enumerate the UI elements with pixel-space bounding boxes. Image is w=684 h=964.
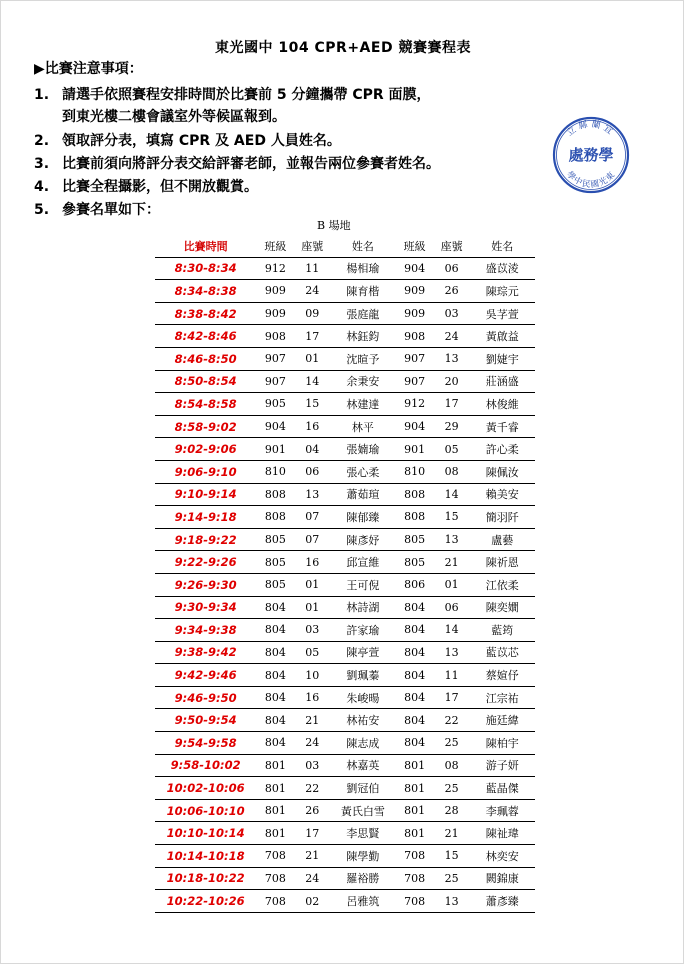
header-name-2: 姓名 — [470, 235, 535, 257]
note-number: 1. — [34, 87, 50, 103]
cell-name-1: 林鈺鈞 — [330, 325, 395, 348]
cell-class-2: 804 — [396, 686, 434, 709]
header-class-1: 班級 — [256, 235, 294, 257]
cell-seat-2: 05 — [434, 438, 470, 461]
cell-name-2: 李珮蓉 — [470, 799, 535, 822]
table-row — [155, 867, 535, 890]
cell-match-time: 10:10-10:14 — [155, 822, 256, 845]
cell-seat-1: 06 — [294, 460, 330, 483]
cell-class-1: 804 — [256, 596, 294, 619]
cell-seat-2: 14 — [434, 483, 470, 506]
table-row — [155, 551, 535, 574]
cell-class-2: 801 — [396, 777, 434, 800]
cell-class-2: 908 — [396, 325, 434, 348]
cell-name-1: 劉珮蓁 — [330, 664, 395, 687]
cell-name-1: 陳志成 — [330, 732, 395, 755]
cell-seat-2: 25 — [434, 777, 470, 800]
cell-seat-1: 17 — [294, 822, 330, 845]
cell-name-2: 江依柔 — [470, 573, 535, 596]
cell-class-1: 804 — [256, 641, 294, 664]
cell-match-time: 9:26-9:30 — [155, 573, 256, 596]
cell-match-time: 8:38-8:42 — [155, 302, 256, 325]
note-item-4 — [34, 176, 258, 196]
schedule-table — [155, 235, 535, 913]
cell-class-1: 801 — [256, 822, 294, 845]
cell-seat-2: 25 — [434, 867, 470, 890]
table-row — [155, 777, 535, 800]
cell-seat-1: 15 — [294, 393, 330, 416]
note-item-2 — [34, 130, 341, 150]
note-number: 2. — [34, 133, 50, 149]
table-row — [155, 732, 535, 755]
cell-name-2: 蔡媗伃 — [470, 664, 535, 687]
cell-seat-1: 16 — [294, 686, 330, 709]
cell-match-time: 9:38-9:42 — [155, 641, 256, 664]
cell-class-1: 801 — [256, 799, 294, 822]
cell-name-1: 陳學勤 — [330, 845, 395, 868]
note-item-1-continuation: 到東光樓二樓會議室外等候區報到。 — [62, 109, 286, 125]
cell-seat-2: 15 — [434, 845, 470, 868]
cell-seat-2: 22 — [434, 709, 470, 732]
cell-match-time: 10:06-10:10 — [155, 799, 256, 822]
cell-name-2: 簡羽阡 — [470, 506, 535, 529]
note-item-5 — [34, 199, 160, 219]
cell-class-2: 909 — [396, 280, 434, 303]
cell-class-2: 808 — [396, 483, 434, 506]
cell-class-1: 808 — [256, 483, 294, 506]
cell-seat-2: 06 — [434, 596, 470, 619]
table-row — [155, 325, 535, 348]
cell-class-1: 805 — [256, 551, 294, 574]
cell-class-1: 805 — [256, 573, 294, 596]
school-seal-stamp — [551, 115, 631, 195]
cell-seat-2: 06 — [434, 257, 470, 280]
table-row — [155, 890, 535, 913]
cell-name-1: 黃氏白雪 — [330, 799, 395, 822]
cell-name-1: 林平 — [330, 415, 395, 438]
cell-seat-2: 08 — [434, 754, 470, 777]
cell-class-1: 708 — [256, 845, 294, 868]
cell-seat-2: 25 — [434, 732, 470, 755]
document-title: 東光國中 104 CPR+AED 競賽賽程表 — [215, 40, 471, 56]
cell-name-1: 張婻瑜 — [330, 438, 395, 461]
cell-name-2: 林奕安 — [470, 845, 535, 868]
cell-seat-2: 01 — [434, 573, 470, 596]
cell-seat-2: 28 — [434, 799, 470, 822]
cell-class-1: 804 — [256, 709, 294, 732]
cell-name-2: 施廷緯 — [470, 709, 535, 732]
cell-match-time: 9:14-9:18 — [155, 506, 256, 529]
cell-class-1: 805 — [256, 528, 294, 551]
cell-seat-2: 29 — [434, 415, 470, 438]
table-row — [155, 686, 535, 709]
cell-match-time: 8:50-8:54 — [155, 370, 256, 393]
cell-seat-1: 05 — [294, 641, 330, 664]
cell-seat-2: 26 — [434, 280, 470, 303]
cell-seat-1: 11 — [294, 257, 330, 280]
cell-seat-2: 08 — [434, 460, 470, 483]
cell-seat-2: 24 — [434, 325, 470, 348]
table-row — [155, 528, 535, 551]
cell-match-time: 9:06-9:10 — [155, 460, 256, 483]
cell-class-2: 907 — [396, 370, 434, 393]
cell-seat-2: 17 — [434, 686, 470, 709]
cell-name-2: 藍晶傑 — [470, 777, 535, 800]
cell-class-1: 708 — [256, 867, 294, 890]
cell-name-2: 闕錦康 — [470, 867, 535, 890]
cell-class-1: 909 — [256, 280, 294, 303]
cell-name-1: 陳郁臻 — [330, 506, 395, 529]
cell-name-1: 林嘉英 — [330, 754, 395, 777]
cell-match-time: 9:46-9:50 — [155, 686, 256, 709]
cell-match-time: 9:34-9:38 — [155, 619, 256, 642]
cell-class-1: 804 — [256, 619, 294, 642]
cell-class-2: 806 — [396, 573, 434, 596]
cell-match-time: 9:02-9:06 — [155, 438, 256, 461]
cell-name-1: 沈暄予 — [330, 347, 395, 370]
cell-class-2: 909 — [396, 302, 434, 325]
cell-class-1: 804 — [256, 664, 294, 687]
table-row — [155, 257, 535, 280]
cell-seat-1: 24 — [294, 732, 330, 755]
note-text: 比賽全程攝影，但不開放觀賞。 — [62, 179, 258, 195]
cell-name-2: 林俊維 — [470, 393, 535, 416]
table-row — [155, 709, 535, 732]
cell-class-2: 804 — [396, 709, 434, 732]
cell-seat-2: 17 — [434, 393, 470, 416]
cell-name-2: 陳祈恩 — [470, 551, 535, 574]
cell-name-2: 陳祉瑋 — [470, 822, 535, 845]
cell-class-1: 905 — [256, 393, 294, 416]
cell-class-2: 801 — [396, 799, 434, 822]
cell-seat-1: 07 — [294, 506, 330, 529]
cell-name-1: 邱宣維 — [330, 551, 395, 574]
cell-name-2: 陳琮元 — [470, 280, 535, 303]
note-text: 參賽名單如下： — [62, 202, 160, 218]
cell-seat-1: 16 — [294, 551, 330, 574]
cell-class-2: 810 — [396, 460, 434, 483]
cell-seat-1: 21 — [294, 709, 330, 732]
cell-class-1: 810 — [256, 460, 294, 483]
cell-class-1: 801 — [256, 754, 294, 777]
cell-seat-2: 13 — [434, 347, 470, 370]
stamp-bottom-text: 學中民國光東 — [564, 169, 618, 191]
cell-name-2: 盧藝 — [470, 528, 535, 551]
note-text: 領取評分表，填寫 CPR 及 AED 人員姓名。 — [62, 133, 341, 149]
header-class-2: 班級 — [396, 235, 434, 257]
cell-seat-2: 21 — [434, 822, 470, 845]
cell-seat-1: 14 — [294, 370, 330, 393]
table-row — [155, 822, 535, 845]
cell-name-1: 許家瑜 — [330, 619, 395, 642]
table-header-row — [155, 235, 535, 257]
cell-seat-1: 02 — [294, 890, 330, 913]
cell-match-time: 9:10-9:14 — [155, 483, 256, 506]
cell-name-1: 劉冠伯 — [330, 777, 395, 800]
note-number: 5. — [34, 202, 50, 218]
cell-name-1: 陳亭萱 — [330, 641, 395, 664]
cell-class-2: 904 — [396, 415, 434, 438]
cell-seat-2: 14 — [434, 619, 470, 642]
header-time: 比賽時間 — [155, 235, 256, 257]
cell-match-time: 10:22-10:26 — [155, 890, 256, 913]
cell-name-2: 許心柔 — [470, 438, 535, 461]
cell-match-time: 8:42-8:46 — [155, 325, 256, 348]
header-seat-2: 座號 — [434, 235, 470, 257]
table-row — [155, 845, 535, 868]
cell-seat-1: 03 — [294, 619, 330, 642]
cell-class-1: 804 — [256, 686, 294, 709]
cell-name-1: 林祐安 — [330, 709, 395, 732]
table-row — [155, 347, 535, 370]
cell-class-2: 801 — [396, 822, 434, 845]
cell-class-2: 805 — [396, 528, 434, 551]
cell-name-2: 江宗祐 — [470, 686, 535, 709]
cell-name-1: 李思賢 — [330, 822, 395, 845]
cell-name-2: 陳奕嫺 — [470, 596, 535, 619]
header-name-1: 姓名 — [330, 235, 395, 257]
cell-match-time: 10:18-10:22 — [155, 867, 256, 890]
cell-match-time: 8:58-9:02 — [155, 415, 256, 438]
schedule-body — [155, 257, 535, 912]
table-row — [155, 506, 535, 529]
cell-name-1: 張庭龍 — [330, 302, 395, 325]
cell-match-time: 9:54-9:58 — [155, 732, 256, 755]
cell-class-1: 908 — [256, 325, 294, 348]
cell-class-2: 804 — [396, 641, 434, 664]
cell-name-2: 黃千睿 — [470, 415, 535, 438]
cell-name-1: 楊相瑜 — [330, 257, 395, 280]
cell-class-2: 904 — [396, 257, 434, 280]
cell-match-time: 8:54-8:58 — [155, 393, 256, 416]
cell-seat-1: 26 — [294, 799, 330, 822]
cell-name-1: 林詩湖 — [330, 596, 395, 619]
table-row — [155, 415, 535, 438]
header-seat-1: 座號 — [294, 235, 330, 257]
cell-seat-1: 13 — [294, 483, 330, 506]
cell-name-1: 羅裕勝 — [330, 867, 395, 890]
cell-name-2: 游子妍 — [470, 754, 535, 777]
cell-class-1: 801 — [256, 777, 294, 800]
cell-class-2: 708 — [396, 890, 434, 913]
note-item-1 — [34, 84, 431, 104]
cell-seat-2: 13 — [434, 528, 470, 551]
cell-seat-1: 17 — [294, 325, 330, 348]
table-row — [155, 664, 535, 687]
cell-name-2: 陳佩汝 — [470, 460, 535, 483]
cell-class-1: 708 — [256, 890, 294, 913]
cell-seat-1: 04 — [294, 438, 330, 461]
cell-match-time: 9:42-9:46 — [155, 664, 256, 687]
note-item-3 — [34, 153, 440, 173]
cell-match-time: 9:58-10:02 — [155, 754, 256, 777]
cell-match-time: 8:30-8:34 — [155, 257, 256, 280]
cell-class-1: 907 — [256, 370, 294, 393]
table-row — [155, 596, 535, 619]
cell-class-1: 808 — [256, 506, 294, 529]
cell-seat-2: 03 — [434, 302, 470, 325]
cell-seat-2: 13 — [434, 890, 470, 913]
cell-name-2: 蕭彥臻 — [470, 890, 535, 913]
table-row — [155, 370, 535, 393]
cell-name-2: 莊涵盛 — [470, 370, 535, 393]
cell-name-1: 蕭茹瑄 — [330, 483, 395, 506]
table-row — [155, 280, 535, 303]
cell-class-2: 804 — [396, 596, 434, 619]
cell-name-1: 余秉安 — [330, 370, 395, 393]
cell-match-time: 9:30-9:34 — [155, 596, 256, 619]
cell-seat-1: 01 — [294, 347, 330, 370]
table-row — [155, 573, 535, 596]
cell-class-1: 909 — [256, 302, 294, 325]
note-text: 比賽前須向將評分表交給評審老師，並報告兩位參賽者姓名。 — [62, 156, 440, 172]
cell-class-2: 708 — [396, 867, 434, 890]
cell-name-2: 盛苡淩 — [470, 257, 535, 280]
cell-name-2: 劉婕宇 — [470, 347, 535, 370]
cell-name-1: 呂雅筑 — [330, 890, 395, 913]
cell-name-1: 王可倪 — [330, 573, 395, 596]
cell-class-2: 801 — [396, 754, 434, 777]
cell-seat-1: 16 — [294, 415, 330, 438]
cell-class-2: 708 — [396, 845, 434, 868]
table-row — [155, 619, 535, 642]
cell-seat-2: 13 — [434, 641, 470, 664]
cell-class-2: 808 — [396, 506, 434, 529]
cell-name-2: 陳柏宇 — [470, 732, 535, 755]
cell-class-2: 804 — [396, 732, 434, 755]
cell-class-2: 804 — [396, 664, 434, 687]
cell-name-1: 陳育楷 — [330, 280, 395, 303]
note-text: 請選手依照賽程安排時間於比賽前 5 分鐘攜帶 CPR 面膜， — [62, 87, 431, 103]
cell-match-time: 8:46-8:50 — [155, 347, 256, 370]
cell-seat-1: 09 — [294, 302, 330, 325]
cell-name-1: 林建達 — [330, 393, 395, 416]
cell-name-1: 張心柔 — [330, 460, 395, 483]
cell-class-2: 912 — [396, 393, 434, 416]
cell-seat-2: 20 — [434, 370, 470, 393]
note-number: 4. — [34, 179, 50, 195]
cell-seat-2: 15 — [434, 506, 470, 529]
table-row — [155, 302, 535, 325]
table-row — [155, 483, 535, 506]
cell-seat-1: 01 — [294, 573, 330, 596]
cell-class-2: 804 — [396, 619, 434, 642]
table-row — [155, 438, 535, 461]
cell-name-1: 陳彥妤 — [330, 528, 395, 551]
cell-seat-1: 24 — [294, 867, 330, 890]
note-number: 3. — [34, 156, 50, 172]
cell-match-time: 8:34-8:38 — [155, 280, 256, 303]
cell-seat-1: 03 — [294, 754, 330, 777]
cell-name-2: 藍筠 — [470, 619, 535, 642]
cell-class-1: 804 — [256, 732, 294, 755]
cell-class-2: 901 — [396, 438, 434, 461]
table-row — [155, 754, 535, 777]
cell-seat-1: 24 — [294, 280, 330, 303]
cell-seat-1: 22 — [294, 777, 330, 800]
cell-class-1: 912 — [256, 257, 294, 280]
table-row — [155, 393, 535, 416]
cell-name-2: 藍苡芯 — [470, 641, 535, 664]
cell-class-1: 904 — [256, 415, 294, 438]
cell-class-2: 907 — [396, 347, 434, 370]
cell-class-1: 901 — [256, 438, 294, 461]
cell-seat-1: 01 — [294, 596, 330, 619]
cell-match-time: 10:14-10:18 — [155, 845, 256, 868]
stamp-top-text: 立縣蘭宜 — [565, 119, 617, 139]
cell-seat-1: 07 — [294, 528, 330, 551]
cell-name-1: 朱峻暘 — [330, 686, 395, 709]
notes-heading: ▶比賽注意事項： — [34, 61, 143, 77]
cell-match-time: 10:02-10:06 — [155, 777, 256, 800]
cell-seat-1: 10 — [294, 664, 330, 687]
cell-match-time: 9:22-9:26 — [155, 551, 256, 574]
cell-class-2: 805 — [396, 551, 434, 574]
stamp-middle-text: 處務學 — [568, 146, 614, 164]
table-row — [155, 799, 535, 822]
cell-match-time: 9:18-9:22 — [155, 528, 256, 551]
cell-seat-2: 21 — [434, 551, 470, 574]
venue-label: B 場地 — [317, 219, 351, 232]
table-row — [155, 460, 535, 483]
cell-name-2: 黃啟益 — [470, 325, 535, 348]
cell-class-1: 907 — [256, 347, 294, 370]
table-row — [155, 641, 535, 664]
cell-name-2: 賴美安 — [470, 483, 535, 506]
cell-name-2: 吳芓萱 — [470, 302, 535, 325]
cell-seat-2: 11 — [434, 664, 470, 687]
cell-match-time: 9:50-9:54 — [155, 709, 256, 732]
cell-seat-1: 21 — [294, 845, 330, 868]
